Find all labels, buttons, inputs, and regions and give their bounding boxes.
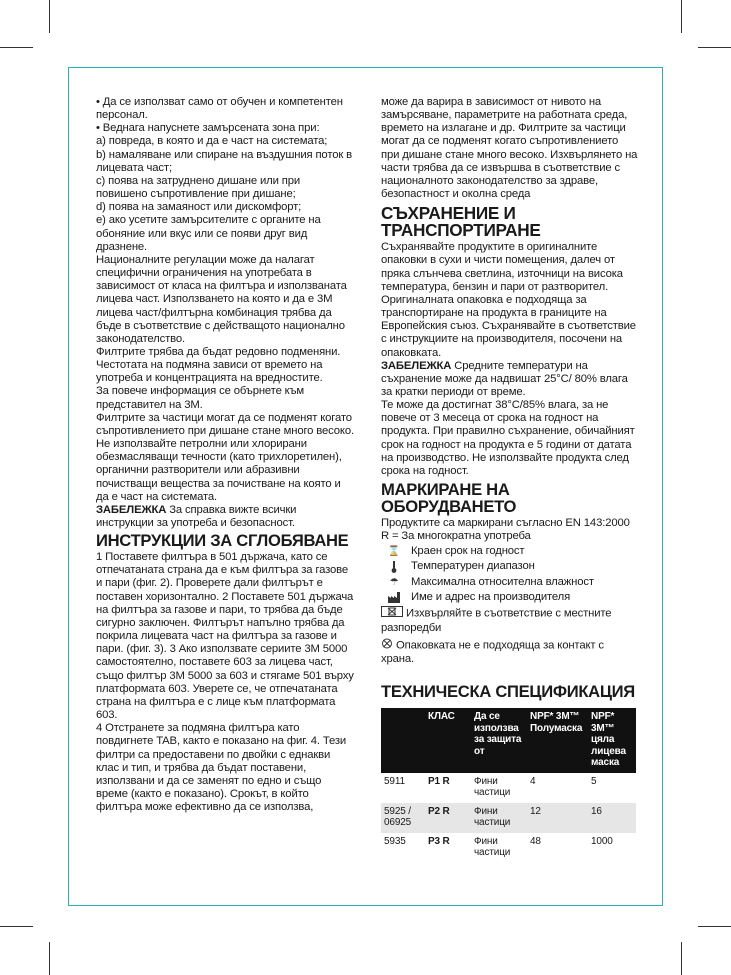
thermometer-icon [387,561,401,573]
table-header-row [381,708,636,773]
table-cell: Фини частици [474,835,511,858]
table-cell: Фини частици [471,803,527,833]
disposal-text: Изхвърляйте в съответствие с местните разпоредби [381,607,612,634]
paragraph: e) ако усетите замърсителите с органите на обоняние или вкус или се появи друг вид дразнене. [96,214,321,253]
no-food-contact-icon [381,638,393,653]
crop-mark [0,47,33,48]
symbol-row [381,590,639,606]
symbol-row [381,574,639,590]
symbol-label: Краен срок на годност [411,544,525,557]
note-label: ЗАБЕЛЕЖКА [96,503,167,516]
crop-mark [0,926,33,927]
recycle-bin-icon [381,606,403,621]
table-cell: 4 [530,775,536,787]
crop-mark [49,942,50,975]
symbol-label: Температурен диапазон [411,560,535,573]
table-header: NPF* 3M™ цяла лицева маска [588,708,636,773]
table-cell: P3 R [428,835,450,847]
table-cell: 48 [530,835,541,847]
note-text: Средните температури на съхранение може да надвишат 25°C/ 80% влага за кратки периоди от време. [381,359,628,398]
crop-mark [49,0,50,33]
food-paragraph [381,638,639,666]
paragraph: Националните регулации може да налагат специфични ограничения на употребата в зависимост от класа на филтъра и използваната лицева част. Използването на която и да е 3M лицева част/филтърна комбинация трябва да бъде в съответствие с действащото национално законодателство. [96,253,347,345]
crop-mark [698,926,731,927]
left-column [96,96,354,814]
paragraph: b) намаляване или спиране на въздушния поток в лицевата част; [96,148,352,174]
crop-mark [681,0,682,33]
paragraph: • Веднага напуснете замърсената зона при: [96,122,320,135]
disposal-paragraph [381,606,639,634]
hourglass-icon: ⌛ [387,545,401,557]
marking-heading: МАРКИРАНЕ НА ОБОРУДВАНЕТО [381,480,517,517]
note-paragraph [96,504,354,530]
table-row [381,773,636,803]
spec-heading: ТЕХНИЧЕСКА СПЕЦИФИКАЦИЯ [381,682,635,701]
table-cell: 5925 / 06925 [381,803,425,833]
paragraph: Продуктите са маркирани съгласно EN 143:2000 R = За многократна употреба [381,517,630,543]
table-header: NPF* 3M™ Полумаска [527,708,588,773]
assembly-heading: ИНСТРУКЦИИ ЗА СГЛОБЯВАНЕ [96,531,349,551]
note-label: ЗАБЕЛЕЖКА [381,359,452,372]
paragraph: Филтрите трябва да бъдат редовно подменяни. Честотата на подмяна зависи от времето на употреба и концентрацията на вредностите. [96,345,341,385]
paragraph: а) повреда, в която и да е част на системата; [96,135,328,148]
factory-icon [387,592,401,604]
storage-heading: СЪХРАНЕНИЕ И ТРАНСПОРТИРАНЕ [381,203,541,241]
table-cell: 16 [588,803,636,833]
spec-table [381,708,636,863]
food-text: Опаковката не е подходяща за контакт с храна. [381,639,604,665]
note-text: За справка вижте всички инструкции за употреба и безопасност. [96,503,297,529]
table-cell: Фини частици [474,775,511,798]
paragraph: Филтрите за частици могат да се подменят когато съпротивлението при дишане стане много весоко. [96,411,354,437]
table-header: Да се използва за защита от [471,708,527,773]
paragraph: Съхранявайте продуктите в оригиналните опаковки в сухи и чисти помещения, далеч от пряка слънчева светлина, източници на висока температура, бензин и пари от разтворител. Оригиналната опаковка е подходяща за транспортиране на продукта в границите на Европейския съюз. Съхранявайте в съответствие с инструкциите на производителя, посочени на опаковката. [381,241,636,359]
table-cell: 5 [591,775,597,787]
paragraph: За повече информация се обърнете към представител на 3M. [96,385,305,411]
table-cell: P2 R [425,803,471,833]
symbol-label: Име и адрес на производителя [411,591,571,604]
table-cell: 5911 [384,775,405,787]
note-paragraph [381,360,639,399]
paragraph: 1 Поставете филтъра в 501 държача, като се отпечатаната страна да е към филтъра за газове и пари (фиг. 2). Проверете дали филтърът е поставен хоризонтално. 2 Поставете 501 държача на филтъра за газове и пари, то трябва да бъде сигурно заключен. Филтърът напълно трябва да покрила лицевата част на филтъра за газове и пари. (фиг. 3). 3 Ако използвате сериите 3M 5000 самостоятелно, поставете 603 за лицева част, също филтър 3M 5000 за 603 и стягаме 501 върху платформата 603. Уверете се, че отпечатаната страна на филтъра е с лице към платформата 603. [96,551,354,722]
paragraph: Те може да достигнат 38°C/85% влага, за не повече от 3 месеца от срока на годност на продукта. При правилно съхранение, обичайният срок на годност на продукта е 5 години от датата на производство. Не използвайте продукта след срока на годност. [381,399,635,477]
right-column [381,96,639,863]
paragraph: 4 Отстранете за подмяна филтъра като повдигнете TAB, както е показано на фиг. 4. Тези филтри са предоставени по двойки с еднакви клас и тип, и трябва да бъдат поставени, използвани и да се заменят по едно и също време (както е показано). Срокът, в който филтъра може ефективно да се използва, [96,722,347,814]
paragraph: Не използвайте петролни или хлорирани обезмасляващи течности (като трихлоретилен), органични разтворители или абразивни почистващи вещества за почистване на която и да е част на системата. [96,438,342,503]
table-cell: 1000 [591,835,613,847]
crop-mark [681,942,682,975]
table-row [381,803,636,833]
crop-mark [698,47,731,48]
paragraph: • Да се използват само от обучен и компетентен персонал. [96,96,343,122]
table-cell: 5935 [384,835,406,847]
table-header: КЛАС [425,708,471,773]
paragraph: може да варира в зависимост от нивото на замърсяване, параметрите на работната среда, времето на излагане и др. Филтрите за частици могат да се подменят когато съпротивлението при дишане стане много весоко. Изхвърлянето на части трябва да се извършва в съответствие с националното законодателство за здраве, безопастност и околна среда [381,96,638,201]
symbol-row [381,559,639,575]
table-cell: P1 R [428,775,450,787]
paragraph: c) поява на затруднено дишане или при повишено съпротивление при дишане; [96,174,301,201]
paragraph: d) поява на замаяност или дискомфорт; [96,201,302,214]
table-row [381,833,636,863]
table-header [381,708,425,773]
umbrella-icon: ☂ [389,576,399,588]
symbol-label: Максимална относителна влажност [411,575,594,588]
table-cell: 12 [527,803,588,833]
symbol-row [381,543,639,559]
